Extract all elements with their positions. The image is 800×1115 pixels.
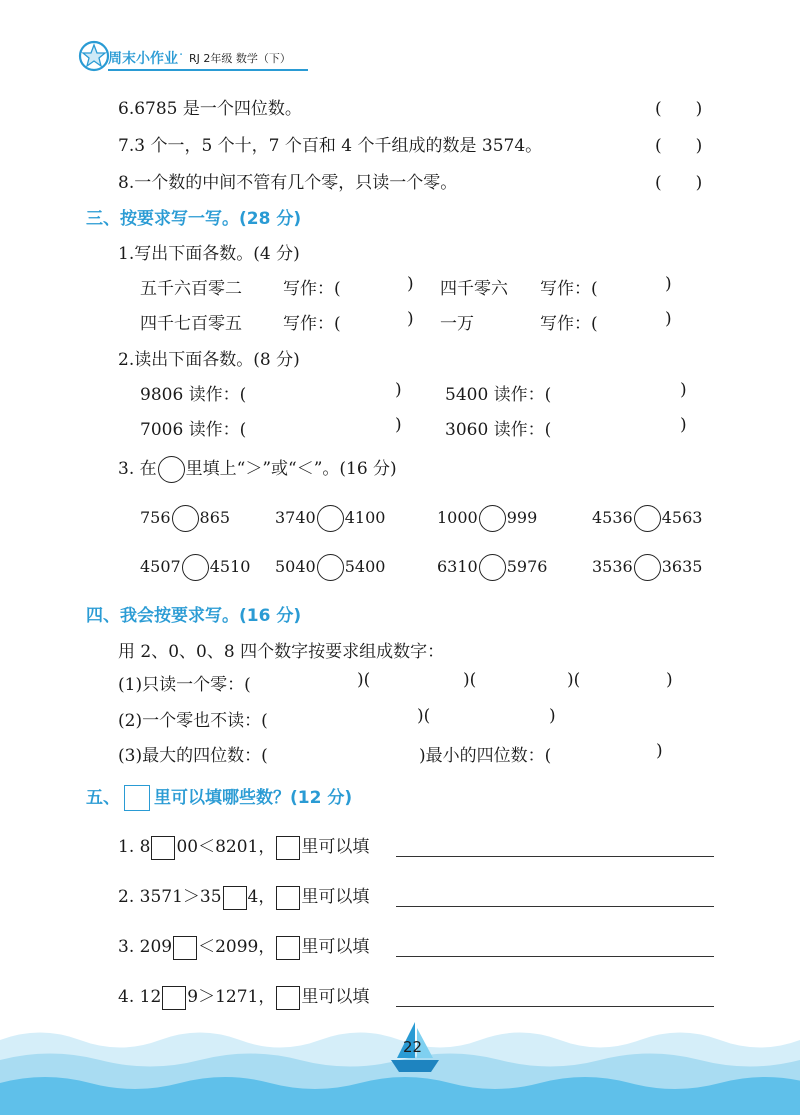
digit-box[interactable] [276,836,300,860]
fill-item: 2. 3571＞35 4， 里可以填 [118,882,369,910]
question-title: 1.写出下面各数。(4 分) [118,244,300,264]
read-label: 5400 读作：( [445,385,552,405]
compose-label: (2)一个零也不读：( [118,711,268,731]
judge-bracket[interactable]: ( ) [655,173,703,193]
read-close: ) [680,415,687,435]
compose-label: (3)最大的四位数：( [118,746,268,766]
compare-item: 1000 999 [437,505,537,532]
compose-bracket: ) [549,706,556,726]
compose-bracket: ) [666,670,673,690]
write-close: ) [665,274,672,294]
answer-circle[interactable] [317,554,344,581]
write-label: 五千六百零二 [140,279,242,299]
read-label: 3060 读作：( [445,420,552,440]
read-close: ) [395,415,402,435]
read-close: ) [395,380,402,400]
answer-circle[interactable] [172,505,199,532]
write-label: 一万 [440,314,474,334]
sec5-title-pre: 五、 [86,788,120,808]
judge-item: 8.一个数的中间不管有几个零，只读一个零。 [118,173,458,193]
answer-circle[interactable] [634,505,661,532]
section-title: 四、我会按要求写。(16 分) [86,606,302,626]
compose-bracket: )最小的四位数：( [419,746,552,766]
write-open: 写作：( [540,314,598,334]
q3-title-pre: 3. 在 [118,459,157,479]
write-open: 写作：( [283,279,341,299]
read-close: ) [680,380,687,400]
section-title: 三、按要求写一写。(28 分) [86,209,302,229]
judge-bracket[interactable]: ( ) [655,99,703,119]
sec5-title-post: 里可以填哪些数？(12 分) [154,788,353,808]
question-title: 2.读出下面各数。(8 分) [118,350,300,370]
digit-box[interactable] [173,936,197,960]
section-title [86,783,352,811]
question-title [118,454,397,483]
compare-item: 6310 5976 [437,554,547,581]
compose-bracket: )( [567,670,581,690]
digit-box[interactable] [223,886,247,910]
blank-box-icon [124,785,150,811]
write-close: ) [665,309,672,329]
compose-label: (1)只读一个零：( [118,675,251,695]
compare-item: 756 865 [140,505,230,532]
answer-circle[interactable] [479,554,506,581]
compare-circle-icon [158,456,185,483]
answer-line[interactable] [396,856,714,857]
header-underline [108,69,308,71]
star-logo-icon [78,40,110,72]
header-info: RJ 2年级 数学（下） [189,52,291,65]
fill-item: 3. 209 ＜2099， 里可以填 [118,932,369,960]
write-open: 写作：( [540,279,598,299]
answer-circle[interactable] [479,505,506,532]
answer-circle[interactable] [182,554,209,581]
answer-circle[interactable] [317,505,344,532]
page-number: 22 [403,1038,423,1056]
answer-circle[interactable] [634,554,661,581]
read-label: 9806 读作：( [140,385,247,405]
header-brand: 周末小作业 [108,51,178,67]
compare-item: 5040 5400 [275,554,385,581]
write-close: ) [407,274,414,294]
write-label: 四千零六 [440,279,508,299]
fill-item: 1. 8 00＜8201， 里可以填 [118,832,369,860]
compose-bracket: )( [357,670,371,690]
write-close: ) [407,309,414,329]
compare-item: 4507 4510 [140,554,250,581]
compare-item: 4536 4563 [592,505,702,532]
digit-box[interactable] [276,886,300,910]
judge-item: 6.6785 是一个四位数。 [118,99,302,119]
compose-bracket: )( [417,706,431,726]
answer-line[interactable] [396,956,714,957]
digit-box[interactable] [276,936,300,960]
compose-bracket: )( [463,670,477,690]
section-intro: 用 2、0、0、8 四个数字按要求组成数字： [118,642,445,662]
judge-item: 7.3 个一，5 个十，7 个百和 4 个千组成的数是 3574。 [118,136,543,156]
compare-item: 3536 3635 [592,554,702,581]
read-label: 7006 读作：( [140,420,247,440]
header-separator: · [179,48,184,63]
digit-box[interactable] [151,836,175,860]
judge-bracket[interactable]: ( ) [655,136,703,156]
fill-item: 4. 12 9＞1271， 里可以填 [118,982,369,1010]
answer-line[interactable] [396,906,714,907]
q3-title-post: 里填上“＞”或“＜”。(16 分) [185,459,397,479]
compose-bracket: ) [656,741,663,761]
compare-item: 3740 4100 [275,505,385,532]
write-label: 四千七百零五 [140,314,242,334]
write-open: 写作：( [283,314,341,334]
